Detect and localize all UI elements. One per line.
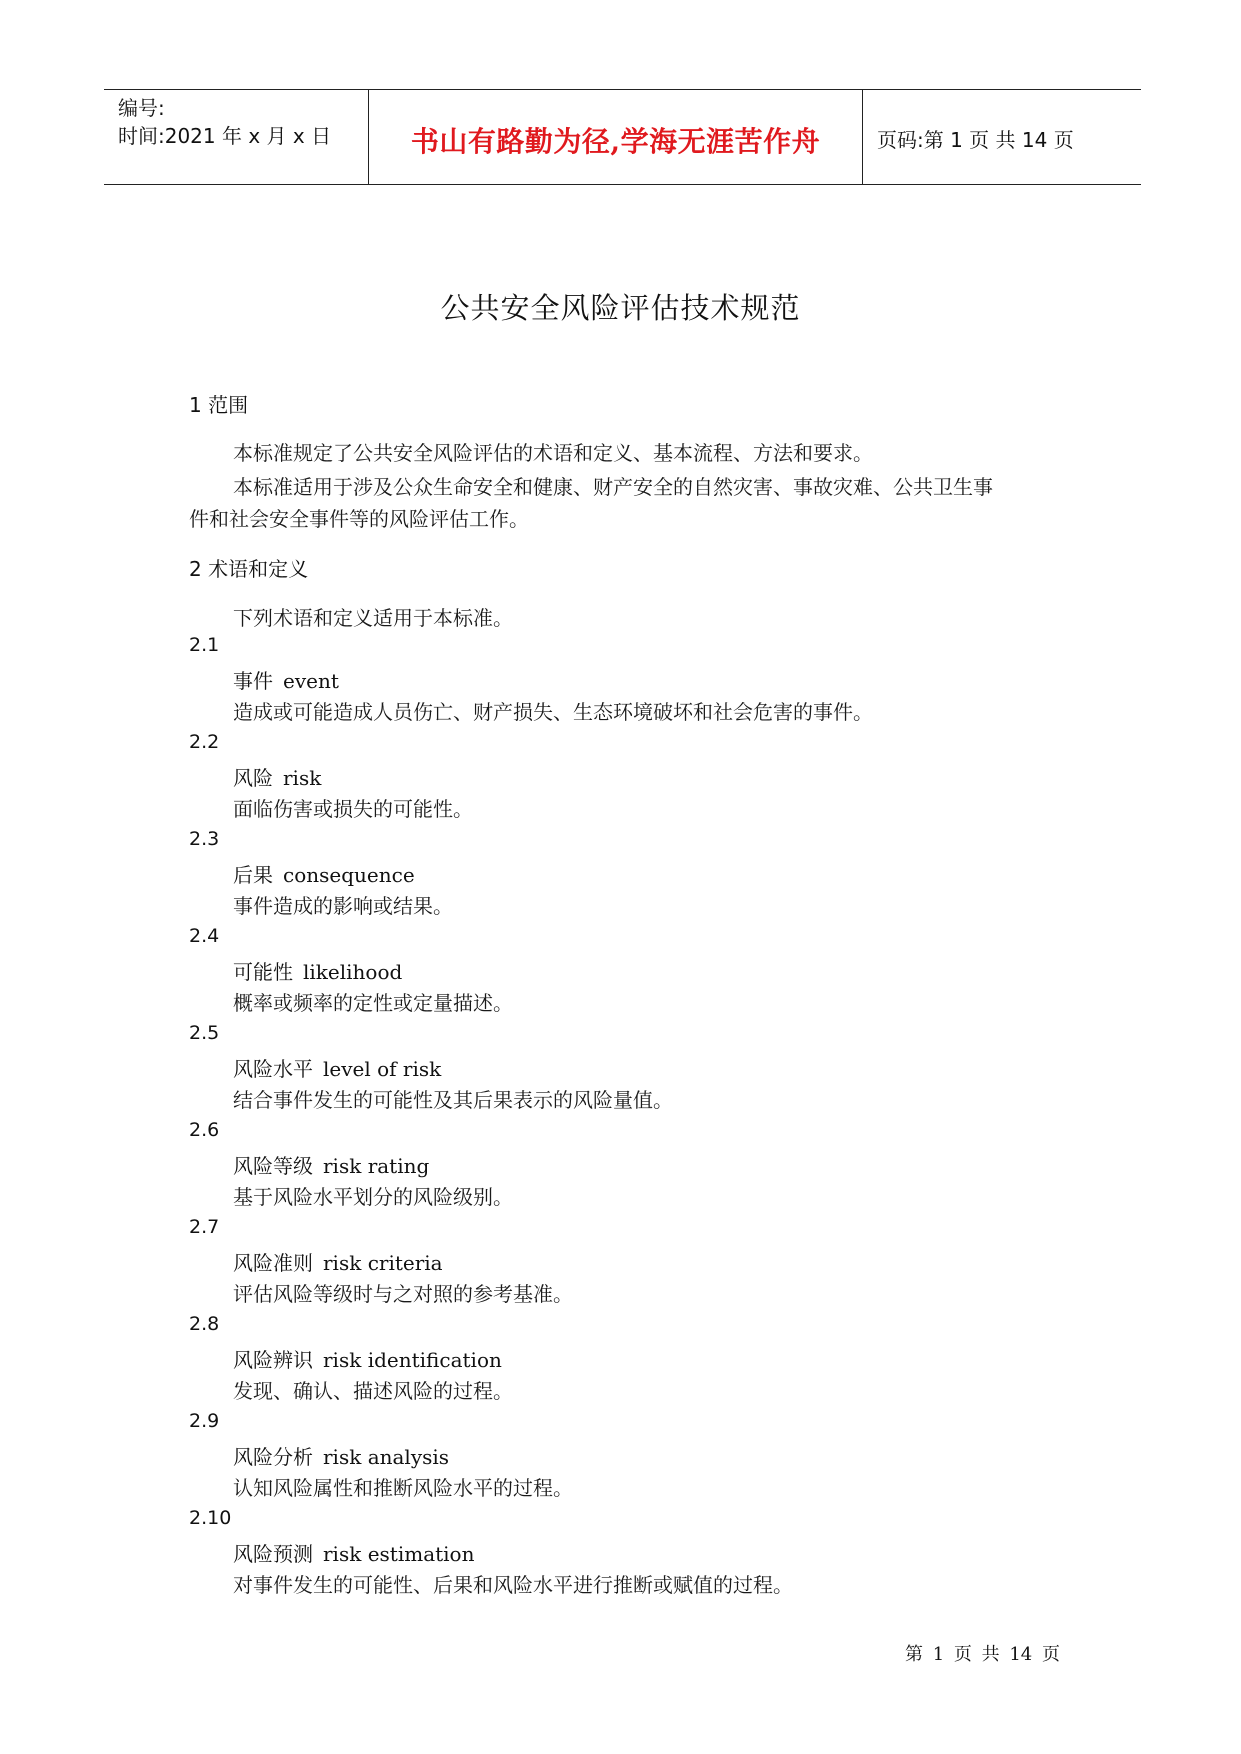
term-en: risk	[283, 766, 322, 790]
term-definition: 造成或可能造成人员伤亡、财产损失、生态环境破坏和社会危害的事件。	[233, 700, 873, 724]
term-en: consequence	[283, 863, 415, 887]
term-en: likelihood	[303, 960, 403, 984]
term-en: risk estimation	[323, 1542, 475, 1566]
term-number: 2.4	[189, 925, 220, 947]
header-page-cell	[863, 90, 1141, 184]
paragraph: 本标准规定了公共安全风险评估的术语和定义、基本流程、方法和要求。	[233, 441, 873, 465]
term-en: risk criteria	[323, 1251, 443, 1275]
term-number: 2.7	[189, 1216, 220, 1238]
term-zh: 可能性	[233, 960, 293, 984]
term-en: event	[283, 669, 339, 693]
term-number: 2.2	[189, 731, 220, 753]
term-title	[233, 1441, 449, 1470]
term-number: 2.10	[189, 1507, 232, 1529]
term-zh: 风险等级	[233, 1154, 313, 1178]
term-zh: 事件	[233, 669, 273, 693]
paragraph: 下列术语和定义适用于本标准。	[233, 606, 513, 630]
term-zh: 风险准则	[233, 1251, 313, 1275]
paragraph-continuation: 件和社会安全事件等的风险评估工作。	[189, 507, 529, 531]
header-motto-cell	[369, 90, 863, 184]
section-heading-scope: 1 范围	[189, 393, 249, 417]
term-definition: 认知风险属性和推断风险水平的过程。	[233, 1476, 573, 1500]
term-zh: 风险辨识	[233, 1348, 313, 1372]
header-meta-cell	[104, 90, 369, 184]
term-definition: 概率或频率的定性或定量描述。	[233, 991, 513, 1015]
term-definition: 对事件发生的可能性、后果和风险水平进行推断或赋值的过程。	[233, 1573, 793, 1597]
term-definition: 发现、确认、描述风险的过程。	[233, 1379, 513, 1403]
term-number: 2.6	[189, 1119, 220, 1141]
header-motto: 书山有路勤为径,学海无涯苦作舟	[410, 125, 821, 158]
term-title	[233, 1053, 441, 1082]
document-title: 公共安全风险评估技术规范	[440, 291, 801, 325]
term-title	[233, 665, 339, 694]
term-number: 2.5	[189, 1022, 220, 1044]
term-definition: 评估风险等级时与之对照的参考基准。	[233, 1282, 573, 1306]
section-heading-terms: 2 术语和定义	[189, 557, 309, 581]
term-en: risk identification	[323, 1348, 502, 1372]
term-number: 2.3	[189, 828, 220, 850]
document-number-label: 编号:	[118, 96, 165, 120]
page-footer: 第 1 页 共 14 页	[905, 1644, 1060, 1665]
term-title	[233, 762, 321, 791]
term-title	[233, 1344, 502, 1373]
term-definition: 事件造成的影响或结果。	[233, 894, 453, 918]
term-definition: 基于风险水平划分的风险级别。	[233, 1185, 513, 1209]
term-title	[233, 859, 415, 888]
term-number: 2.9	[189, 1410, 220, 1432]
term-zh: 风险	[233, 766, 273, 790]
term-en: risk analysis	[323, 1445, 450, 1469]
term-number: 2.8	[189, 1313, 220, 1335]
term-zh: 风险预测	[233, 1542, 313, 1566]
term-en: risk rating	[323, 1154, 430, 1178]
term-zh: 后果	[233, 863, 273, 887]
document-header	[104, 89, 1141, 185]
term-zh: 风险分析	[233, 1445, 313, 1469]
term-title	[233, 1150, 429, 1179]
term-definition: 结合事件发生的可能性及其后果表示的风险量值。	[233, 1088, 673, 1112]
term-title	[233, 956, 402, 985]
paragraph: 本标准适用于涉及公众生命安全和健康、财产安全的自然灾害、事故灾难、公共卫生事	[233, 475, 993, 499]
header-page-label: 页码:第 1 页 共 14 页	[877, 128, 1074, 152]
term-title	[233, 1247, 443, 1276]
term-definition: 面临伤害或损失的可能性。	[233, 797, 473, 821]
term-number: 2.1	[189, 634, 220, 656]
term-title	[233, 1538, 474, 1567]
term-en: level of risk	[323, 1057, 442, 1081]
term-zh: 风险水平	[233, 1057, 313, 1081]
document-time-label: 时间:2021 年 x 月 x 日	[118, 124, 332, 148]
